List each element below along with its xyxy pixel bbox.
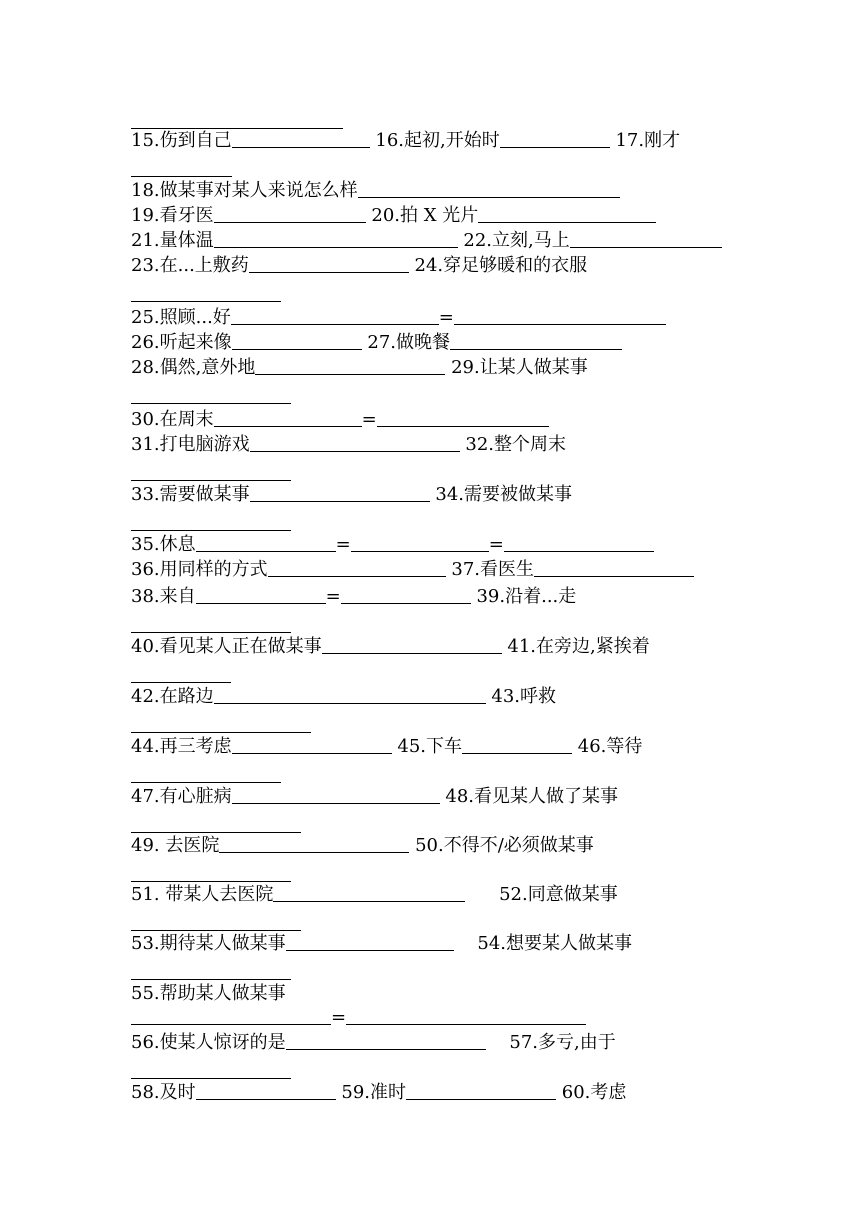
item-48: 48.看见某人做了某事 xyxy=(445,786,619,807)
line-31-32 xyxy=(131,433,771,457)
answer-blank-38b[interactable] xyxy=(341,585,471,604)
item-32: 32.整个周末 xyxy=(465,434,567,455)
answer-blank-28[interactable] xyxy=(255,356,445,375)
line-44-46 xyxy=(131,735,771,759)
item-15: 15.伤到自己 xyxy=(131,130,232,151)
line-51-52 xyxy=(131,883,771,907)
item-31: 31.打电脑游戏 xyxy=(131,434,250,455)
answer-blank-17[interactable] xyxy=(131,158,232,177)
line-35 xyxy=(131,533,771,557)
answer-blank-18[interactable] xyxy=(358,179,620,198)
answer-blank-57[interactable] xyxy=(131,1060,291,1079)
answer-blank-53[interactable] xyxy=(286,932,454,951)
item-19: 19.看牙医 xyxy=(131,205,214,226)
item-18: 18.做某事对某人来说怎么样 xyxy=(131,180,358,201)
answer-blank-43[interactable] xyxy=(131,714,311,733)
item-55: 55.帮助某人做某事 xyxy=(131,983,286,1004)
answer-blank-41[interactable] xyxy=(131,664,231,683)
answer-blank-56[interactable] xyxy=(286,1031,486,1050)
answer-blank-16[interactable] xyxy=(500,129,610,148)
line-55-cont xyxy=(131,1006,771,1030)
answer-blank-35c[interactable] xyxy=(504,533,654,552)
answer-blank-30a[interactable] xyxy=(214,408,362,427)
answer-blank-37[interactable] xyxy=(534,558,694,577)
answer-blank-19[interactable] xyxy=(214,204,366,223)
item-17: 17.刚才 xyxy=(615,130,681,151)
answer-blank[interactable] xyxy=(131,110,343,129)
line-58-60 xyxy=(131,1081,771,1105)
equals-sign: = xyxy=(325,586,341,607)
item-26: 26.听起来像 xyxy=(131,332,232,353)
item-59: 59.准时 xyxy=(341,1082,407,1103)
line-29-cont xyxy=(131,385,771,409)
equals-sign: = xyxy=(438,307,454,328)
answer-blank-50[interactable] xyxy=(131,863,291,882)
answer-blank-44[interactable] xyxy=(232,735,392,754)
answer-blank-46[interactable] xyxy=(131,764,281,783)
item-27: 27.做晚餐 xyxy=(367,332,451,353)
line-24-cont xyxy=(131,283,771,307)
line-18 xyxy=(131,179,771,203)
item-43: 43.呼救 xyxy=(491,686,557,707)
item-29: 29.让某人做某事 xyxy=(451,357,588,378)
item-45: 45.下车 xyxy=(397,736,463,757)
item-25: 25.照顾...好 xyxy=(131,307,231,328)
equals-sign: = xyxy=(361,409,377,430)
item-49: 49. 去医院 xyxy=(131,835,220,856)
line-42-43 xyxy=(131,685,771,709)
answer-blank-36[interactable] xyxy=(268,558,446,577)
item-30: 30.在周末 xyxy=(131,409,214,430)
item-35: 35.休息 xyxy=(131,534,196,555)
answer-blank-47[interactable] xyxy=(232,785,440,804)
answer-blank-23[interactable] xyxy=(249,254,409,273)
item-37: 37.看医生 xyxy=(451,559,535,580)
answer-blank-48[interactable] xyxy=(131,814,301,833)
answer-blank-20[interactable] xyxy=(478,204,656,223)
item-38: 38.来自 xyxy=(131,586,196,607)
line-33-34 xyxy=(131,483,771,507)
line-36-37 xyxy=(131,558,771,582)
line-53-54 xyxy=(131,932,771,956)
answer-blank-22[interactable] xyxy=(570,229,722,248)
item-22: 22.立刻,马上 xyxy=(463,230,570,251)
line-19-20 xyxy=(131,204,771,228)
equals-sign: = xyxy=(488,534,504,555)
line-15-17 xyxy=(131,129,771,153)
answer-blank-25b[interactable] xyxy=(454,306,666,325)
answer-blank-42[interactable] xyxy=(214,685,486,704)
line-38-39 xyxy=(131,585,771,609)
item-57: 57.多亏,由于 xyxy=(509,1032,616,1053)
line-56-57 xyxy=(131,1031,771,1055)
answer-blank-27[interactable] xyxy=(450,331,622,350)
answer-blank-35b[interactable] xyxy=(351,533,489,552)
answer-blank-25a[interactable] xyxy=(231,306,439,325)
answer-blank-26[interactable] xyxy=(232,331,362,350)
item-41: 41.在旁边,紧挨着 xyxy=(507,636,650,657)
answer-blank-29[interactable] xyxy=(131,385,291,404)
answer-blank-59[interactable] xyxy=(406,1081,556,1100)
item-36: 36.用同样的方式 xyxy=(131,559,268,580)
answer-blank-35a[interactable] xyxy=(196,533,336,552)
line-40-41 xyxy=(131,635,771,659)
answer-blank-33[interactable] xyxy=(250,483,430,502)
item-53: 53.期待某人做某事 xyxy=(131,933,286,954)
item-34: 34.需要被做某事 xyxy=(435,484,573,505)
item-56: 56.使某人惊讶的是 xyxy=(131,1032,286,1053)
answer-blank-39[interactable] xyxy=(131,614,291,633)
answer-blank-15[interactable] xyxy=(232,129,370,148)
item-47: 47.有心脏病 xyxy=(131,786,232,807)
equals-sign: = xyxy=(331,1007,347,1028)
answer-blank-51[interactable] xyxy=(273,883,465,902)
item-20: 20.拍 X 光片 xyxy=(371,205,479,226)
answer-blank-45[interactable] xyxy=(462,735,572,754)
answer-blank-31[interactable] xyxy=(250,433,460,452)
item-16: 16.起初,开始时 xyxy=(375,130,500,151)
answer-blank-30b[interactable] xyxy=(377,408,549,427)
item-42: 42.在路边 xyxy=(131,686,214,707)
answer-blank-54[interactable] xyxy=(131,961,291,980)
item-50: 50.不得不/必须做某事 xyxy=(415,835,594,856)
equals-sign: = xyxy=(335,534,351,555)
answer-blank-38a[interactable] xyxy=(196,585,326,604)
answer-blank-32[interactable] xyxy=(131,462,291,481)
item-39: 39.沿着...走 xyxy=(476,586,577,607)
answer-blank-40[interactable] xyxy=(322,635,502,654)
answer-blank-49[interactable] xyxy=(219,834,409,853)
item-24: 24.穿足够暖和的衣服 xyxy=(414,255,588,276)
answer-blank-55a[interactable] xyxy=(131,1006,331,1025)
line-30 xyxy=(131,408,771,432)
item-51: 51. 带某人去医院 xyxy=(131,884,274,905)
item-58: 58.及时 xyxy=(131,1082,196,1103)
line-25 xyxy=(131,306,771,330)
line-49-50 xyxy=(131,834,771,858)
item-44: 44.再三考虑 xyxy=(131,736,232,757)
line-55 xyxy=(131,982,771,1006)
line-26-27 xyxy=(131,331,771,355)
item-21: 21.量体温 xyxy=(131,230,214,251)
item-40: 40.看见某人正在做某事 xyxy=(131,636,322,657)
item-52: 52.同意做某事 xyxy=(499,884,618,905)
item-46: 46.等待 xyxy=(577,736,643,757)
answer-blank-55b[interactable] xyxy=(346,1006,586,1025)
line-28-29 xyxy=(131,356,771,380)
line-23-24 xyxy=(131,254,771,278)
answer-blank-24[interactable] xyxy=(131,283,281,302)
answer-blank-52[interactable] xyxy=(131,912,301,931)
answer-blank-58[interactable] xyxy=(196,1081,336,1100)
item-33: 33.需要做某事 xyxy=(131,484,250,505)
item-54: 54.想要某人做某事 xyxy=(477,933,633,954)
item-23: 23.在...上敷药 xyxy=(131,255,249,276)
answer-blank-21[interactable] xyxy=(214,229,458,248)
line-21-22 xyxy=(131,229,771,253)
item-60: 60.考虑 xyxy=(561,1082,627,1103)
line-47-48 xyxy=(131,785,771,809)
answer-blank-34[interactable] xyxy=(131,512,291,531)
item-28: 28.偶然,意外地 xyxy=(131,357,256,378)
